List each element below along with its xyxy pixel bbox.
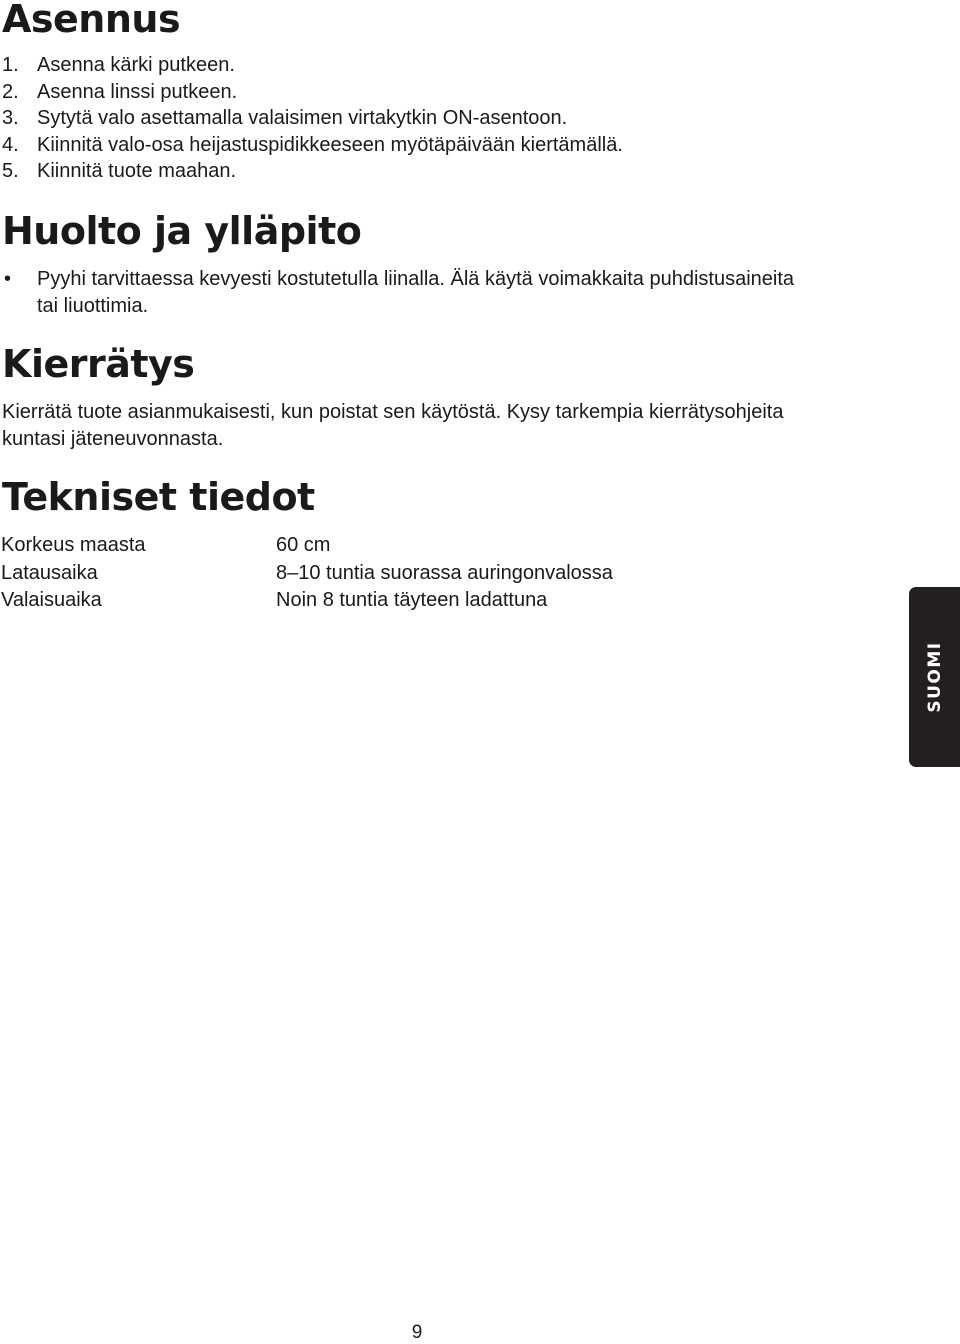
specifications-table <box>0 532 613 615</box>
list-item <box>0 266 797 319</box>
page-number: 9 <box>411 1322 423 1343</box>
bullet-text: Pyyhi tarvittaessa kevyesti kostutetulla liinalla. Älä käytä voimakkaita puhdistusaineita tai liuottimia. <box>37 268 795 317</box>
table-row <box>0 532 613 560</box>
step-text: Kiinnitä tuote maahan. <box>37 160 237 182</box>
table-row <box>0 587 613 615</box>
list-item <box>0 79 623 106</box>
language-tab-label: SUOMI <box>924 641 945 713</box>
section-title-kierratys: Kierrätys <box>2 342 195 386</box>
list-item <box>0 105 623 132</box>
list-item <box>0 158 623 185</box>
spec-label: Latausaika <box>1 561 98 584</box>
step-number: 1. <box>2 54 19 76</box>
step-text: Sytytä valo asettamalla valaisimen virtakytkin ON-asentoon. <box>37 107 568 129</box>
installation-steps-list <box>0 52 623 185</box>
step-text: Kiinnitä valo-osa heijastuspidikkeeseen myötäpäivään kiertämällä. <box>37 133 623 156</box>
spec-value: Noin 8 tuntia täyteen ladattuna <box>276 589 548 611</box>
step-number: 3. <box>2 107 19 129</box>
step-number: 5. <box>2 160 19 182</box>
spec-value: 8–10 tuntia suorassa auringonvalossa <box>276 561 613 584</box>
language-tab <box>909 587 960 767</box>
step-number: 4. <box>2 133 19 156</box>
step-text: Asenna kärki putkeen. <box>37 54 235 76</box>
list-item <box>0 52 623 79</box>
table-row <box>0 560 613 588</box>
section-title-tekniset: Tekniset tiedot <box>2 475 315 519</box>
spec-label: Valaisuaika <box>1 589 102 611</box>
bullet-icon: • <box>4 268 12 290</box>
spec-value: 60 cm <box>276 534 331 556</box>
section-title-huolto: Huolto ja ylläpito <box>2 209 362 253</box>
spec-label: Korkeus maasta <box>1 534 146 556</box>
step-text: Asenna linssi putkeen. <box>37 80 238 103</box>
maintenance-bullet-list <box>0 266 797 319</box>
list-item <box>0 132 623 159</box>
section-title-asennus: Asennus <box>2 0 181 41</box>
recycling-paragraph: Kierrätä tuote asianmukaisesti, kun poistat sen käytöstä. Kysy tarkempia kierrätysohjeita kuntasi jäteneuvonnasta. <box>2 401 784 450</box>
step-number: 2. <box>2 80 19 103</box>
